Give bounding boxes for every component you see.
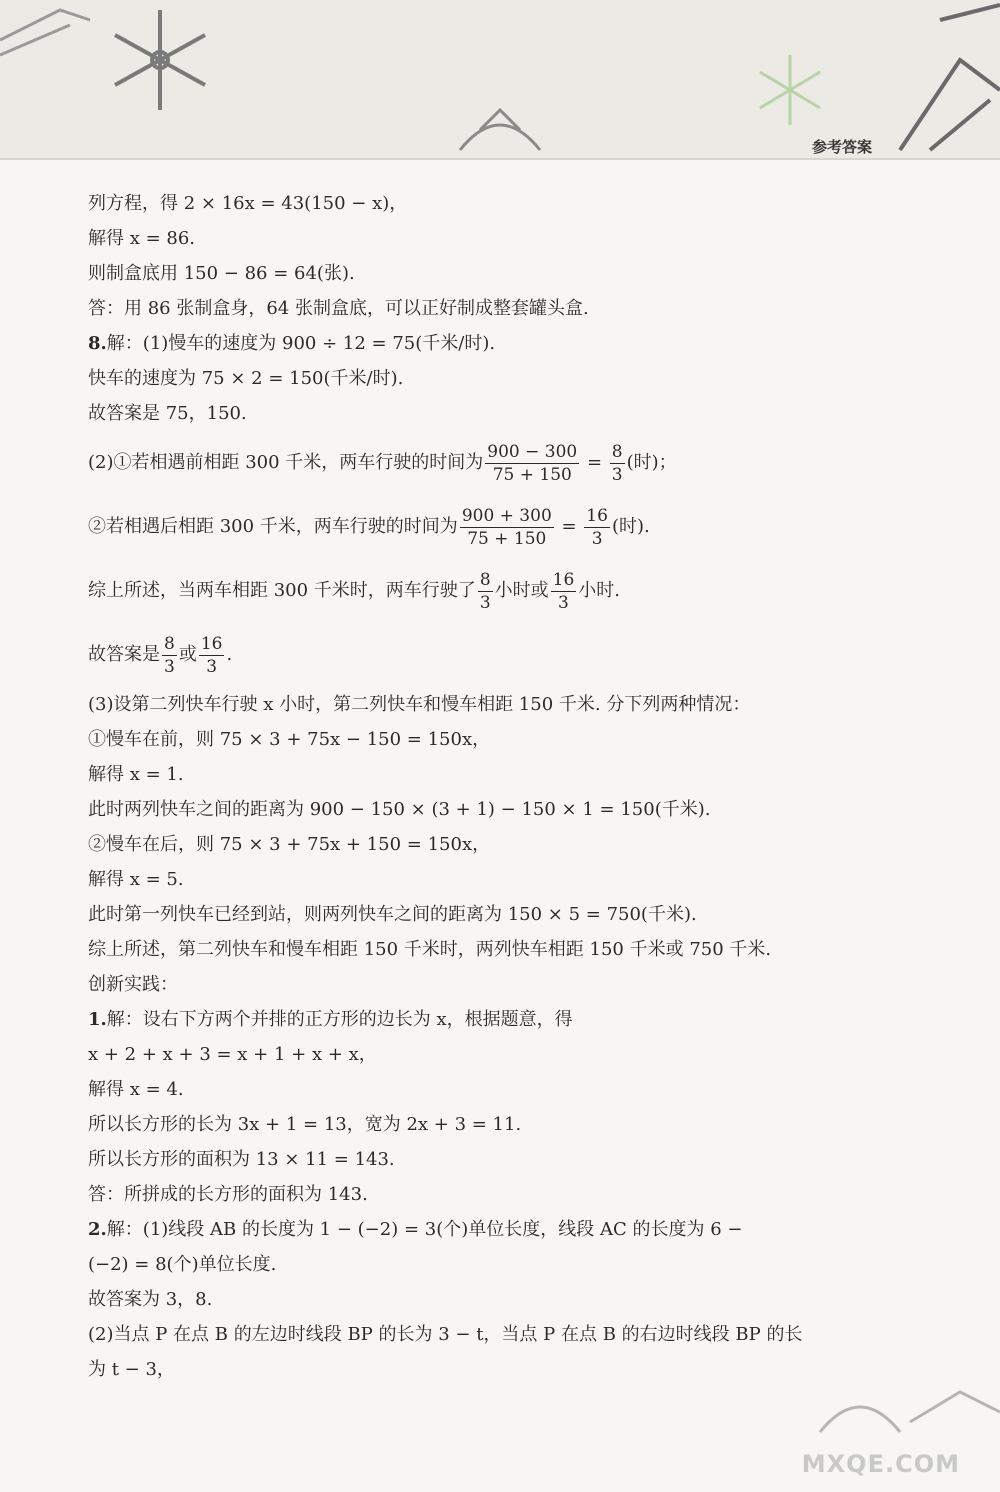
text-line: 解得 x = 4. — [88, 1079, 184, 1100]
fraction-numerator: 16 — [586, 505, 608, 526]
question-number: 1. — [88, 1009, 107, 1030]
fraction-numerator: 16 — [552, 569, 575, 590]
fraction-numerator: 8 — [164, 633, 175, 654]
text-line: 故答案是 75，150. — [88, 403, 247, 424]
text-span: ②若相遇后相距 300 千米，两车行驶的时间为 — [88, 516, 458, 537]
text-span: 小时. — [578, 580, 621, 601]
fraction-numerator: 16 — [200, 633, 223, 654]
ornament-icon — [820, 1392, 1000, 1432]
fraction-numerator: 900 + 300 — [461, 505, 552, 526]
text-line — [88, 1002, 888, 1037]
question-number: 2. — [88, 1219, 107, 1240]
fraction-denominator: 3 — [206, 656, 218, 677]
fraction — [460, 505, 554, 550]
text-span: = — [581, 452, 608, 473]
fraction-denominator: 3 — [558, 592, 569, 613]
fraction-denominator: 3 — [164, 656, 175, 677]
text-line: 解得 x = 1. — [88, 764, 184, 785]
fraction — [610, 441, 625, 486]
text-line: 创新实践： — [88, 974, 178, 995]
fraction-numerator: 8 — [611, 441, 623, 462]
text-span: 综上所述，当两车相距 300 千米时，两车行驶了 — [88, 580, 476, 601]
fraction — [485, 441, 579, 486]
text-line: 此时第一列快车已经到站，则两列快车之间的距离为 150 × 5 = 750(千米). — [88, 904, 697, 925]
text-line — [88, 623, 888, 687]
text-span: (2)①若相遇前相距 300 千米，两车行驶的时间为 — [88, 452, 484, 473]
text-span: 故答案是 — [88, 644, 160, 665]
text-line: 所以长方形的长为 3x + 1 = 13，宽为 2x + 3 = 11. — [88, 1114, 522, 1135]
text-line — [88, 326, 888, 361]
text-line: 列方程，得 2 × 16x = 43(150 − x)， — [88, 193, 408, 214]
fraction-numerator: 8 — [479, 569, 491, 590]
fraction-denominator: 75 + 150 — [492, 464, 572, 485]
text-line: 解得 x = 5. — [88, 869, 184, 890]
text-line: 快车的速度为 75 × 2 = 150(千米/时). — [88, 368, 404, 389]
fraction-denominator: 3 — [591, 528, 603, 549]
text-line — [88, 559, 888, 623]
text-span: 或 — [178, 644, 197, 665]
text-line: 所以长方形的面积为 13 × 11 = 143. — [88, 1149, 395, 1170]
text-line: 故答案为 3，8. — [88, 1289, 213, 1310]
text-line: 综上所述，第二列快车和慢车相距 150 千米时，两列快车相距 150 千米或 750 千米. — [88, 939, 772, 960]
text-span: 小时或 — [494, 580, 549, 601]
text-line: ②慢车在后，则 75 × 3 + 75x + 150 = 150x， — [88, 834, 491, 855]
fraction — [551, 569, 577, 614]
fraction-numerator: 900 − 300 — [487, 441, 578, 462]
text-line: (−2) = 8(个)单位长度. — [88, 1254, 277, 1275]
text-line: 解得 x = 86. — [88, 228, 196, 249]
fraction-denominator: 3 — [479, 592, 491, 613]
fraction-denominator: 75 + 150 — [467, 528, 547, 549]
text-line: 为 t − 3， — [88, 1359, 175, 1380]
text-span: 解：设右下方两个并排的正方形的边长为 x，根据题意，得 — [106, 1009, 573, 1030]
text-span: (时)； — [626, 452, 677, 473]
text-line: 答：所拼成的长方形的面积为 143. — [88, 1184, 368, 1205]
watermark-text: MXQE.COM — [801, 1450, 960, 1478]
text-line: x + 2 + x + 3 = x + 1 + x + x， — [88, 1044, 377, 1065]
text-line — [88, 1212, 888, 1247]
text-span: . — [226, 644, 233, 665]
text-line: 此时两列快车之间的距离为 900 − 150 × (3 + 1) − 150 × 1 = 150(千米). — [88, 799, 711, 820]
text-line: (3)设第二列快车行驶 x 小时，第二列快车和慢车相距 150 千米. 分下列两种情况： — [88, 694, 751, 715]
fraction — [584, 505, 610, 550]
fraction — [478, 569, 493, 614]
text-span: 解：(1)慢车的速度为 900 ÷ 12 = 75(千米/时). — [106, 333, 496, 354]
question-number: 8. — [88, 333, 107, 354]
text-line: 答：用 86 张制盒身，64 张制盒底，可以正好制成整套罐头盒. — [88, 298, 589, 319]
text-span: 解：(1)线段 AB 的长度为 1 − (−2) = 3(个)单位长度，线段 AC 的长度为 6 − — [106, 1219, 743, 1240]
fraction — [199, 633, 225, 678]
fraction-denominator: 3 — [611, 464, 623, 485]
text-span: (时). — [611, 516, 650, 537]
fraction — [162, 633, 177, 678]
answer-content — [88, 186, 888, 1387]
section-label: 参考答案 — [811, 138, 872, 156]
text-span: = — [555, 516, 583, 537]
text-line — [88, 431, 888, 495]
text-line: ①慢车在前，则 75 × 3 + 75x − 150 = 150x， — [88, 729, 491, 750]
text-line: (2)当点 P 在点 B 的左边时线段 BP 的长为 3 − t，当点 P 在点 B 的右边时线段 BP 的长 — [88, 1324, 803, 1345]
text-line: 则制盒底用 150 − 86 = 64(张). — [88, 263, 355, 284]
text-line — [88, 495, 888, 559]
